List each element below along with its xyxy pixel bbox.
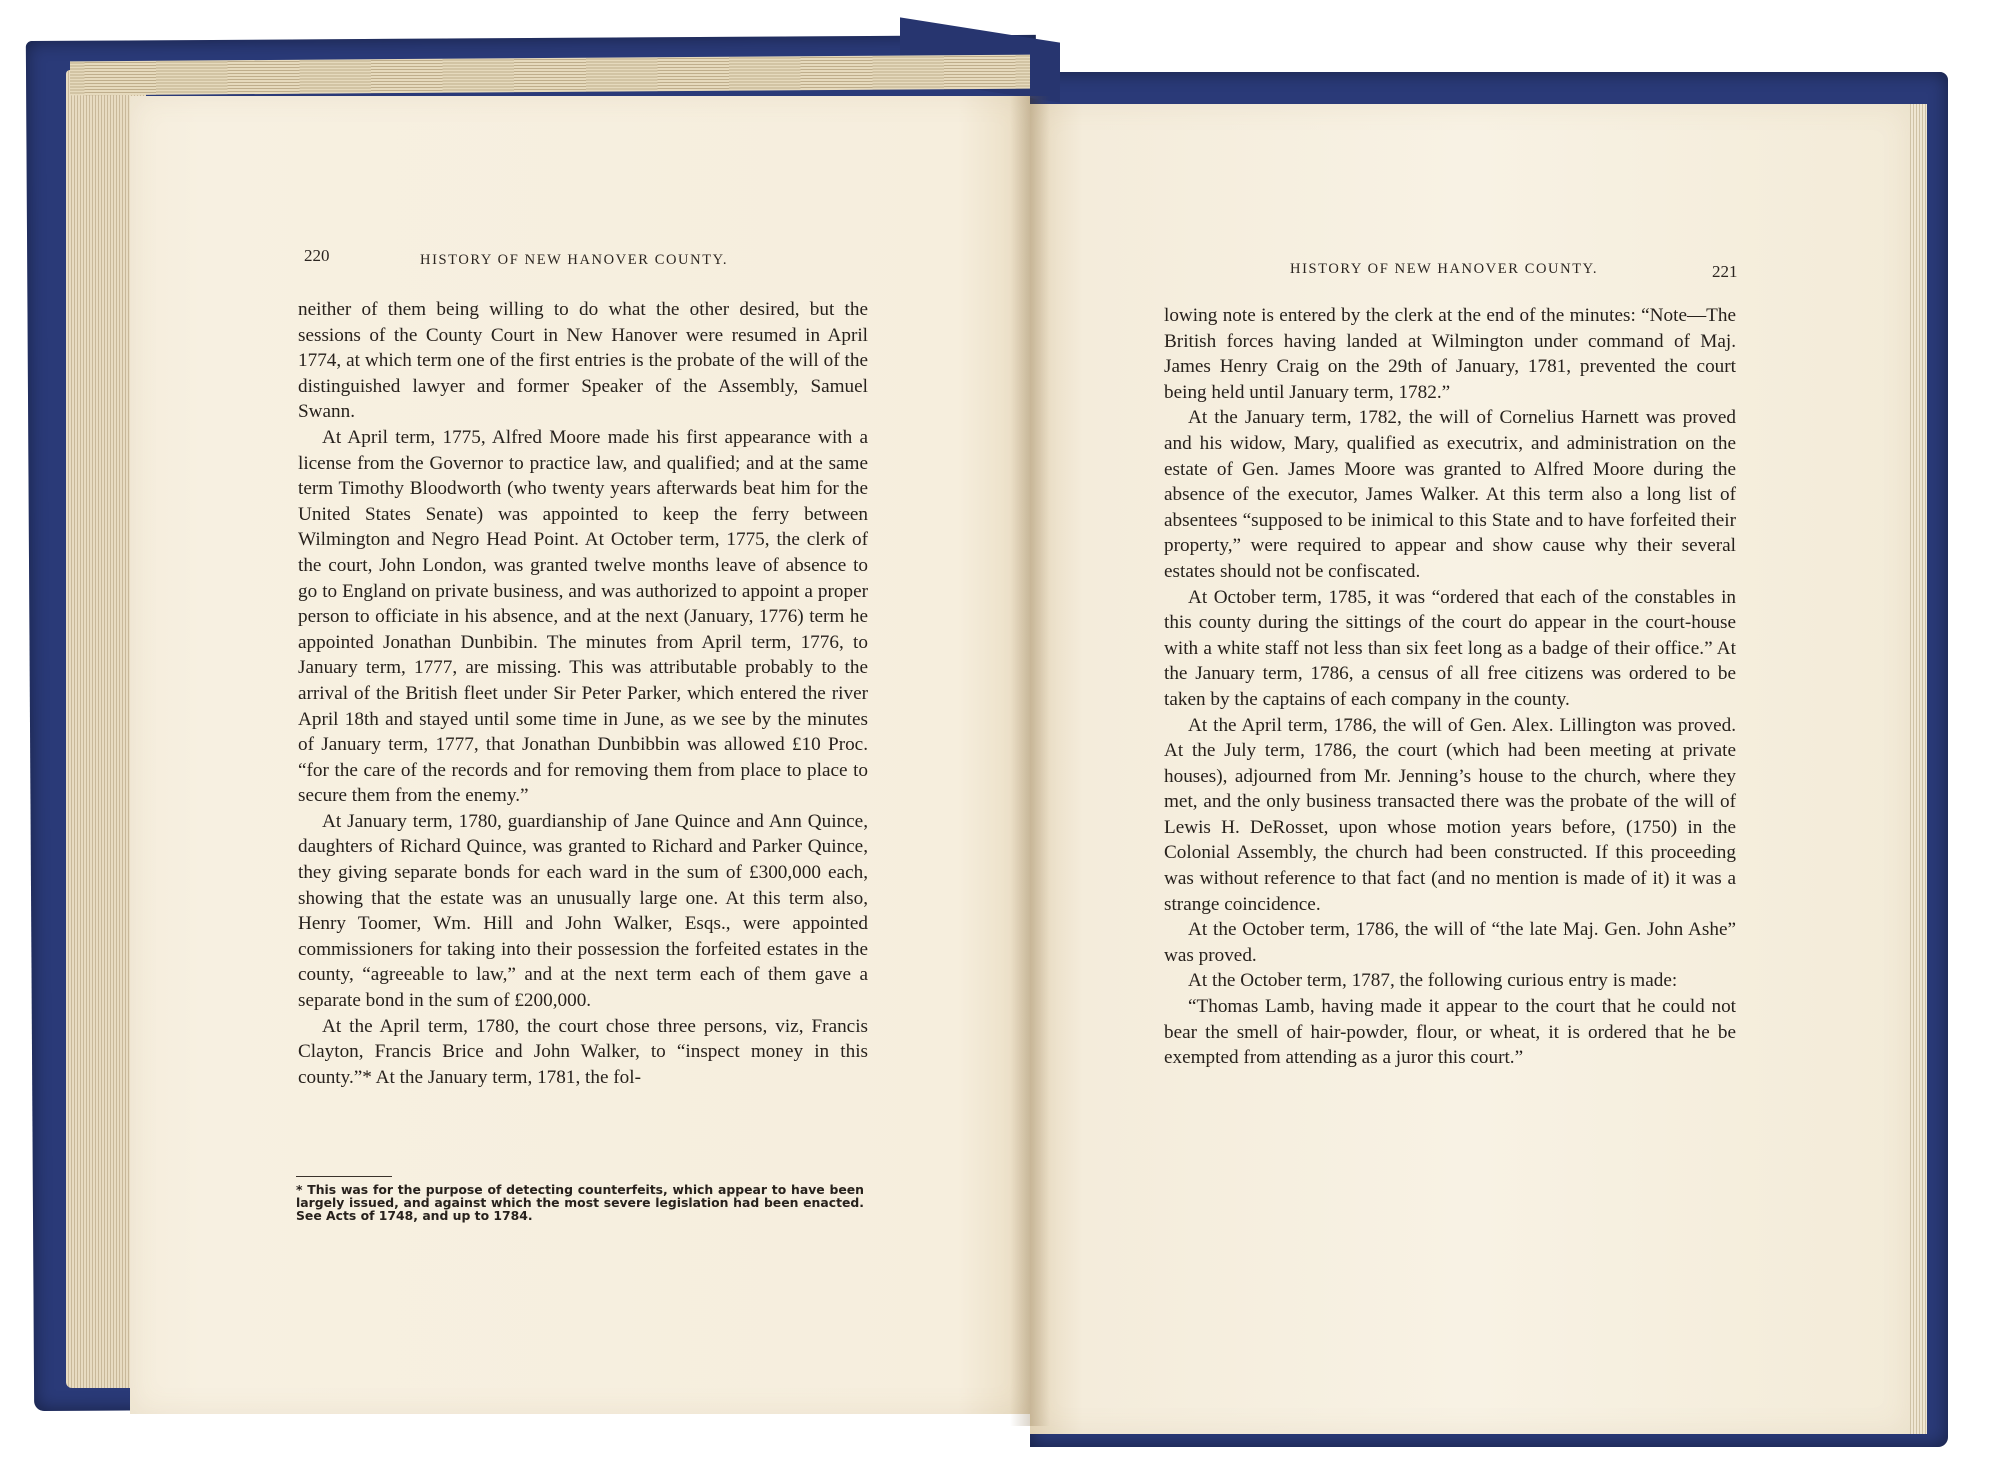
- right-paragraph-6: At the October term, 1787, the following curious entry is made:: [1188, 970, 1678, 992]
- right-running-head: HISTORY OF NEW HANOVER COUNTY.: [1290, 261, 1599, 277]
- left-paragraph-2: At April term, 1775, Alfred Moore made his first appearance with a license from the Governor to practice law, and qualified; and at the same term Timothy Bloodworth (who twenty years afterwards beat him for the United States Senate) was appointed to keep the ferry between Wilmington and Negro Head Point. At October term, 1775, the clerk of the court, John London, was granted twelve months leave of absence to go to England on private business, and was authorized to appoint a proper person to officiate in his absence, and at the next (January, 1776) term he appointed Jonathan Dunbibin. The minutes from April term, 1776, to January term, 1777, are missing. This was attributable probably to the arrival of the British fleet under Sir Peter Parker, which entered the river April 18th and stayed until some time in June, as we see by the minutes of January term, 1777, that Jonathan Dunbibbin was allowed £10 Proc. “for the care of the records and for removing them from place to place to secure them from the enemy.”: [298, 426, 868, 807]
- left-running-head: HISTORY OF NEW HANOVER COUNTY.: [420, 252, 729, 268]
- left-paragraph-1: neither of them being willing to do what the other desired, but the sessions of the County Court in New Hanover were resumed in April 1774, at which term one of the first entries is the probate of the will of the distinguished lawyer and former Speaker of the Assembly, Samuel Swann.: [298, 299, 868, 423]
- left-footnote: * This was for the purpose of detecting counterfeits, which appear to have been largely issued, and against which the most severe legislation had been enacted. See Acts of 1748, and up to 1784.: [296, 1182, 864, 1223]
- right-page-number: 221: [1712, 262, 1738, 281]
- right-paragraph-4: At the April term, 1786, the will of Gen. Alex. Lillington was proved. At the July term, 1786, the court (which had been meeting at private houses), adjourned from Mr. Jenning’s house to the church, where they met, and the only business transacted there was the probate of the will of Lewis H. DeRosset, upon whose motion years before, (1750) in the Colonial Assembly, the church had been constructed. If this proceeding was without reference to that fact (and no mention is made of it) it was a strange coincidence.: [1164, 714, 1736, 915]
- page-edges-top: [70, 55, 1030, 96]
- right-paragraph-2: At the January term, 1782, the will of Cornelius Harnett was proved and his widow, Mary, qualified as executrix, and administration on the estate of Gen. James Moore was granted to Alfred Moore during the absence of the executor, James Walker. At this term also a long list of absentees “supposed to be inimical to this State and to have forfeited their property,” were required to appear and show cause why their several estates should not be confiscated.: [1164, 407, 1736, 582]
- right-paragraph-7: “Thomas Lamb, having made it appear to the court that he could not bear the smell of hair-powder, flour, or wheat, it is ordered that he be exempted from attending as a juror this court.”: [1164, 996, 1736, 1069]
- footnote-rule: [296, 1176, 392, 1177]
- right-paragraph-5: At the October term, 1786, the will of “the late Maj. Gen. John Ashe” was proved.: [1164, 919, 1736, 966]
- left-paragraph-4: At the April term, 1780, the court chose three persons, viz, Francis Clayton, Francis Brice and John Walker, to “inspect money in this county.”* At the January term, 1781, the fol-: [298, 1015, 868, 1088]
- left-paragraph-3: At January term, 1780, guardianship of Jane Quince and Ann Quince, daughters of Richard Quince, was granted to Richard and Parker Quince, they giving separate bonds for each ward in the sum of £300,000 each, showing that the estate was an unusually large one. At this term also, Henry Toomer, Wm. Hill and John Walker, Esqs., were appointed commissioners for taking into their possession the forfeited estates in the county, “agreeable to law,” and at the next term each of them gave a separate bond in the sum of £200,000.: [298, 810, 868, 1012]
- right-paragraph-3: At October term, 1785, it was “ordered that each of the constables in this county during the sittings of the court do appear in the court-house with a white staff not less than six feet long as a badge of their office.” At the January term, 1786, a census of all free citizens was ordered to be taken by the captains of each company in the county.: [1164, 586, 1736, 710]
- right-paragraph-1: lowing note is entered by the clerk at the end of the minutes: “Note—The British forces having landed at Wilmington under command of Maj. James Henry Craig on the 29th of January, 1781, prevented the court being held until January term, 1782.”: [1164, 305, 1736, 403]
- left-page-body: [298, 297, 868, 1090]
- left-page-number: 220: [304, 246, 330, 265]
- book-gutter: [1010, 96, 1050, 1426]
- right-page-body: [1164, 303, 1736, 1071]
